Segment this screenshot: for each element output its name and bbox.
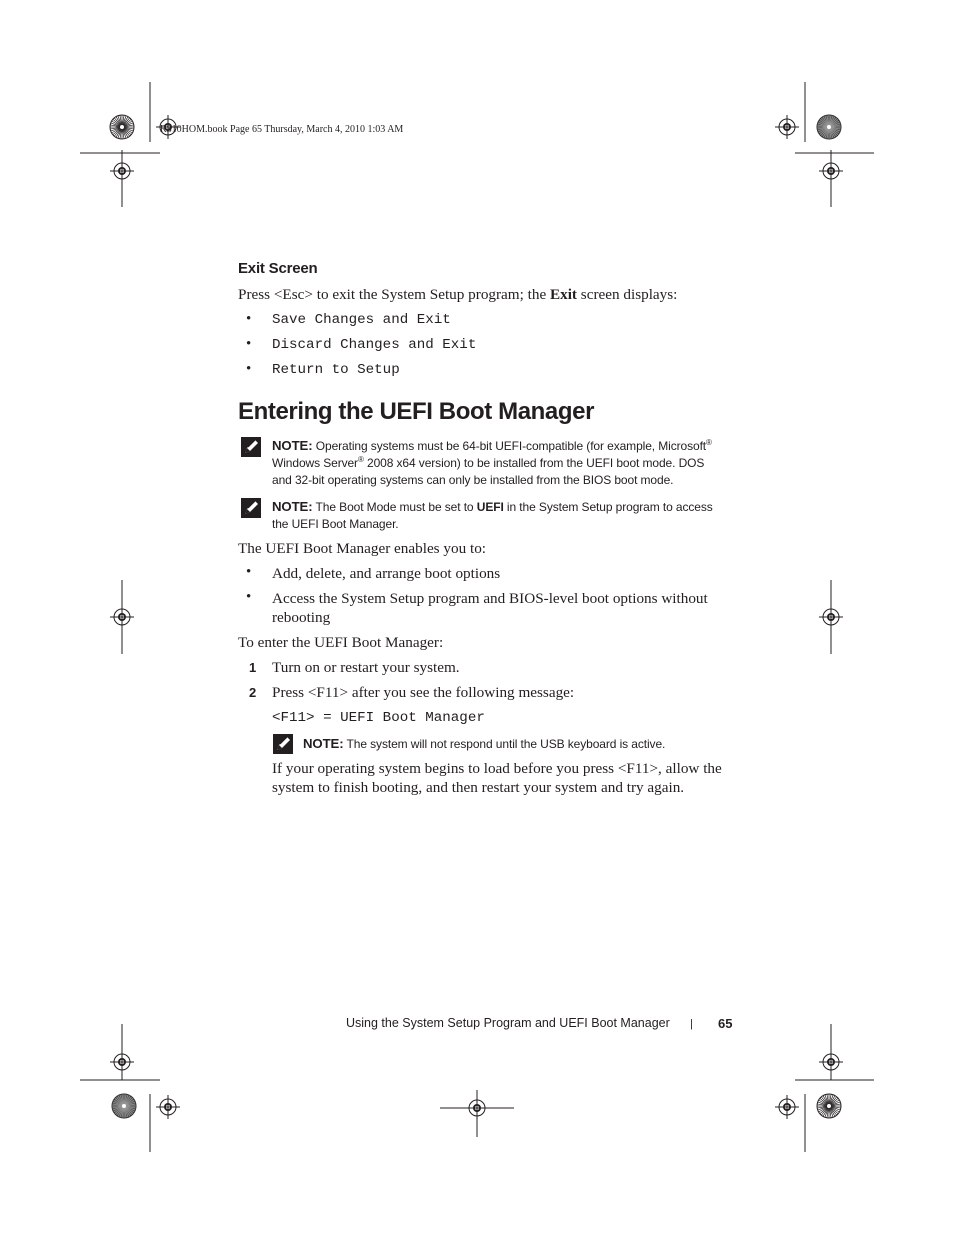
enter-intro: To enter the UEFI Boot Manager:: [238, 634, 444, 651]
note-usb-keyboard: NOTE: The system will not respond until the USB keyboard is active.: [303, 736, 666, 751]
pencil-note-icon: [240, 436, 262, 458]
closing-paragraph-line: If your operating system begins to load before you press <F11>, allow the: [272, 760, 722, 777]
note-uefi-compatible: NOTE: Operating systems must be 64-bit UEFI-compatible (for example, Microsoft® Windows Server® 2008 x64 version) to be installed from the UEFI boot mode. DOS and 32-bit operating systems can only be installed from the BIOS boot mode.: [272, 438, 712, 487]
closing-paragraph-line: system to finish booting, and then restart your system and try again.: [272, 779, 685, 796]
bullet: •: [246, 564, 252, 580]
section-heading-exit-screen: Exit Screen: [238, 260, 318, 277]
boot-message: <F11> = UEFI Boot Manager: [272, 710, 485, 726]
step-number: 1: [249, 660, 257, 675]
pencil-note-icon: [272, 733, 294, 755]
bullet: •: [246, 336, 252, 352]
footer-separator: |: [690, 1018, 693, 1030]
exit-option-save: Save Changes and Exit: [272, 312, 451, 328]
step-text: Turn on or restart your system.: [272, 659, 460, 676]
step-number: 2: [249, 685, 257, 700]
pencil-note-icon: [240, 497, 262, 519]
enables-item: Add, delete, and arrange boot options: [272, 565, 501, 582]
section-heading-uefi: Entering the UEFI Boot Manager: [238, 398, 595, 425]
exit-screen-intro: Press <Esc> to exit the System Setup program; the Exit screen displays:: [238, 286, 678, 303]
enables-item: Access the System Setup program and BIOS-level boot options without: [272, 590, 708, 607]
exit-option-return: Return to Setup: [272, 362, 400, 378]
exit-option-discard: Discard Changes and Exit: [272, 337, 477, 353]
footer-section-title: Using the System Setup Program and UEFI Boot Manager: [346, 1016, 670, 1030]
bullet: •: [246, 589, 252, 605]
bullet: •: [246, 361, 252, 377]
footer-page-number: 65: [718, 1016, 733, 1031]
step-text: Press <F11> after you see the following message:: [272, 684, 575, 701]
bullet: •: [246, 311, 252, 327]
enables-intro: The UEFI Boot Manager enables you to:: [238, 540, 487, 557]
note-boot-mode: NOTE: The Boot Mode must be set to UEFI in the System Setup program to access the UEFI Boot Manager.: [272, 499, 713, 531]
enables-item-continued: rebooting: [272, 609, 331, 626]
print-header: R310HOM.book Page 65 Thursday, March 4, 2010 1:03 AM: [160, 124, 404, 135]
